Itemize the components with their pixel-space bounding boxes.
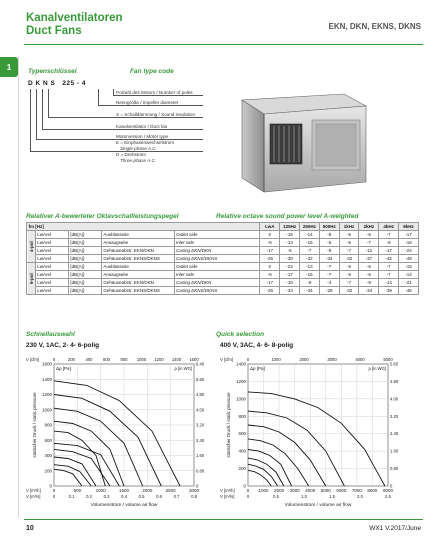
y-right-tick-label: 2.40 <box>390 431 399 437</box>
value-cell: -9 <box>359 279 379 287</box>
table-row <box>27 287 419 295</box>
y-tick-label: 200 <box>238 466 246 472</box>
x-tick-label: 1500 <box>118 488 130 493</box>
x-tick-label: 8000 <box>367 488 378 493</box>
value-cell: -17 <box>260 279 280 287</box>
value-cell: -5 <box>339 231 359 239</box>
value-cell: -17 <box>379 247 399 255</box>
y-right-tick-label: 2.40 <box>196 437 205 443</box>
x-top-tick-label: 0 <box>246 357 250 362</box>
x-tick-label: 6000 <box>336 488 347 493</box>
pole-group-label: 6-pol <box>27 263 36 295</box>
value-cell: -6 <box>339 271 359 279</box>
column-header: 125Hz <box>280 223 300 231</box>
value-cell: -7 <box>379 231 399 239</box>
page-title-block <box>26 12 123 38</box>
y-right-tick-label: 0 <box>390 483 393 489</box>
x-alt-tick-label: 0.3 <box>103 494 110 499</box>
y-axis-label: statischer Druck / static pressure <box>32 392 37 458</box>
x-alt-tick-label: 0 <box>246 494 250 499</box>
x-tick-label: 7000 <box>351 488 362 493</box>
sound-heading-en: Relative octave sound power level A-weighted <box>216 213 359 220</box>
unit-cell: [dB(A)] <box>68 279 101 287</box>
description-de: Ansaugseite <box>101 271 174 279</box>
typekey-heading-de: Typenschlüssel <box>28 68 77 75</box>
x-unit: V [m³/h] <box>26 488 41 493</box>
x-tick-label: 5000 <box>320 488 331 493</box>
y-right-tick-label: 1.60 <box>196 453 205 458</box>
column-header: 1kHz <box>339 223 359 231</box>
x-alt-tick-label: 0.7 <box>173 494 180 499</box>
table-row <box>27 231 419 239</box>
lead-line <box>36 89 37 139</box>
value-cell: -30 <box>280 255 300 263</box>
value-cell: -34 <box>319 255 339 263</box>
x-tick-label: 4000 <box>305 488 316 493</box>
y-tick-label: 0 <box>49 483 52 489</box>
value-cell: -6 <box>359 271 379 279</box>
sound-heading-de: Relativer A-bewerteter Oktavschallleistungspegel <box>26 213 179 220</box>
type-code: D K N S 225 - 4 <box>28 80 86 87</box>
fan-curve-chart-1phase <box>24 344 220 512</box>
y-tick-label: 1400 <box>235 361 246 367</box>
value-cell: -32 <box>300 255 320 263</box>
description-en: Inlet side <box>174 239 260 247</box>
quick-heading-de: Schnellauswahl <box>26 331 75 338</box>
x-tick-label: 0 <box>246 488 250 493</box>
x-alt-unit: V [m³/s] <box>220 494 235 499</box>
y-right-tick-label: 5.60 <box>196 376 205 382</box>
x-alt-tick-label: 1.0 <box>301 494 307 499</box>
table-row <box>27 271 419 279</box>
typekey-entry: D = Drehstrom <box>116 152 146 157</box>
y-right-tick-label: 4.00 <box>196 407 205 413</box>
table-row <box>27 247 419 255</box>
x-alt-tick-label: 0.8 <box>191 494 197 499</box>
value-cell: -37 <box>359 255 379 263</box>
value-cell: -7 <box>300 247 320 255</box>
value-cell: -4 <box>319 279 339 287</box>
lead-line <box>30 89 31 151</box>
freq-label: fm [Hz] <box>27 223 260 231</box>
value-cell: -22 <box>280 263 300 271</box>
x-axis-label: Volumenstrom / volume air flow <box>90 503 158 508</box>
x-tick-label: 9000 <box>382 488 394 493</box>
x-top-tick-label: 0 <box>52 357 56 362</box>
lw-symbol: LwArel <box>35 239 68 247</box>
y-right-tick-label: 1.60 <box>390 448 399 454</box>
x-top-unit: V [cfm] <box>220 357 234 362</box>
value-cell: -13 <box>300 263 320 271</box>
y-right-tick-label: 0.80 <box>390 466 399 472</box>
x-alt-unit: V [m³/s] <box>26 494 41 499</box>
value-cell: -29 <box>319 287 339 295</box>
y-right-tick-label: 4.80 <box>196 392 205 397</box>
description-en: Inlet side <box>174 271 260 279</box>
description-en: Casing EKN/DKN <box>174 279 260 287</box>
description-en: Casing EKN/DKN <box>174 247 260 255</box>
unit-cell: [dB(A)] <box>68 247 101 255</box>
value-cell: -26 <box>260 255 280 263</box>
sound-power-table <box>26 222 419 295</box>
typekey-heading-en: Fan type code <box>130 68 174 75</box>
x-top-tick-label: 4000 <box>355 357 365 362</box>
description-en: Casing EKNS/DKNS <box>174 255 260 263</box>
lw-symbol: LwArel <box>35 271 68 279</box>
header-rule <box>24 44 423 45</box>
x-alt-tick-label: 0.1 <box>68 494 75 499</box>
page-number: 10 <box>26 525 34 532</box>
table-row <box>27 255 419 263</box>
value-cell: -5 <box>339 239 359 247</box>
x-tick-label: 1000 <box>258 488 269 493</box>
x-tick-label: 3000 <box>289 488 300 493</box>
value-cell: -7 <box>379 263 399 271</box>
value-cell: -24 <box>399 247 419 255</box>
y-tick-label: 800 <box>238 413 246 419</box>
column-header: LwA <box>260 223 280 231</box>
value-cell: -14 <box>399 271 419 279</box>
y-right-tick-label: 4.80 <box>390 378 399 384</box>
typekey-entry: S = Schalldämmung / Sound insulation <box>116 112 196 117</box>
value-cell: -15 <box>300 239 320 247</box>
typekey-entry: Single-phase A.C. <box>120 146 157 151</box>
value-cell: -17 <box>280 271 300 279</box>
column-header: 500Hz <box>319 223 339 231</box>
y-tick-label: 400 <box>44 453 52 458</box>
value-cell: -39 <box>379 287 399 295</box>
unit-cell: [dB(A)] <box>68 263 101 271</box>
lw-symbol: LwArel <box>35 255 68 263</box>
typekey-entry: Nenngröße / Impeller diameter <box>116 100 179 105</box>
value-cell: -25 <box>260 287 280 295</box>
typekey-entry: Kanalventilator / Duct fan <box>116 124 168 129</box>
y-right-tick-label: 5.60 <box>390 361 399 367</box>
value-cell: -34 <box>300 287 320 295</box>
x-tick-label: 2500 <box>165 488 176 493</box>
lead-line <box>98 89 99 105</box>
x-alt-tick-label: 0.4 <box>121 494 127 499</box>
value-cell: -6 <box>319 239 339 247</box>
value-cell: -32 <box>339 287 359 295</box>
value-cell: -46 <box>399 287 419 295</box>
x-tick-label: 3000 <box>188 488 200 493</box>
x-alt-tick-label: 2.5 <box>385 494 391 499</box>
lead-line <box>48 89 49 117</box>
x-tick-label: 0 <box>52 488 56 493</box>
chart-title-2: 400 V, 3AC, 4- 6- 8-polig <box>220 342 294 349</box>
value-cell: -6 <box>359 231 379 239</box>
typekey-entry: E = Einphasenwechselstrom <box>116 140 175 145</box>
table-row <box>27 279 419 287</box>
y-right-tick-label: 0 <box>196 483 199 489</box>
x-top-tick-label: 1200 <box>154 357 164 362</box>
y-tick-label: 1200 <box>41 392 52 397</box>
unit-cell: [dB(A)] <box>68 271 101 279</box>
pole-group-label: 4-pol <box>27 231 36 263</box>
lw-symbol: LwArel <box>35 231 68 239</box>
page-title: Kanalventilatoren <box>26 12 123 24</box>
x-tick-label: 2000 <box>142 488 153 493</box>
value-cell: -13 <box>280 239 300 247</box>
y-right-tick-label: 0.80 <box>196 468 205 474</box>
value-cell: -6 <box>260 271 280 279</box>
y-tick-label: 0 <box>243 483 246 489</box>
value-cell: -7 <box>359 239 379 247</box>
x-tick-label: 2000 <box>274 488 285 493</box>
x-alt-tick-label: 0 <box>52 494 56 499</box>
typekey-entry: Motorversion / Motor type <box>116 134 169 139</box>
value-cell: -14 <box>300 231 320 239</box>
x-alt-tick-label: 2.0 <box>357 494 363 499</box>
unit-cell: [dB(A)] <box>68 255 101 263</box>
typekey-entry: Polzahl des Motors / Number of poles <box>116 90 193 95</box>
value-cell: -17 <box>260 247 280 255</box>
type-key-diagram <box>28 80 218 200</box>
y-axis-label: statischer Druck / static pressure <box>226 392 231 458</box>
x-top-tick-label: 1000 <box>271 357 281 362</box>
lw-symbol: LwArel <box>35 263 68 271</box>
y-tick-label: 1000 <box>41 407 52 413</box>
value-cell: -34 <box>359 287 379 295</box>
value-cell: -16 <box>399 239 419 247</box>
description-en: Outlet side <box>174 263 260 271</box>
y-tick-label: 200 <box>44 468 52 474</box>
x-axis-label: Volumenstrom / volume air flow <box>284 503 352 508</box>
value-cell: 0 <box>260 231 280 239</box>
x-top-tick-label: 1400 <box>171 357 182 362</box>
y-unit: Δp [Pa] <box>250 366 265 371</box>
chart-title-1: 230 V, 1AC, 2- 4- 6-polig <box>26 342 100 349</box>
y-tick-label: 1600 <box>41 361 52 367</box>
x-unit: V [m³/h] <box>220 488 235 493</box>
value-cell: -9 <box>300 279 320 287</box>
lead-line <box>42 89 43 129</box>
x-alt-tick-label: 0.2 <box>86 494 92 499</box>
side-rule <box>18 57 19 517</box>
x-top-tick-label: 3000 <box>327 357 337 362</box>
description-de: Gehäuseabstr. EKN/DKN <box>101 279 174 287</box>
x-tick-label: 500 <box>73 488 82 493</box>
x-alt-tick-label: 0.5 <box>138 494 145 499</box>
value-cell: -14 <box>379 279 399 287</box>
description-en: Outlet side <box>174 231 260 239</box>
value-cell: -21 <box>399 279 419 287</box>
table-row <box>27 263 419 271</box>
fan-curve-chart-3phase <box>218 344 414 512</box>
value-cell: -6 <box>339 263 359 271</box>
lw-symbol: LwArel <box>35 247 68 255</box>
x-top-tick-label: 200 <box>68 357 75 362</box>
value-cell: -7 <box>339 247 359 255</box>
value-cell: -7 <box>319 271 339 279</box>
y-right-tick-label: 6.40 <box>196 361 205 367</box>
y-tick-label: 800 <box>44 422 52 428</box>
value-cell: -15 <box>300 271 320 279</box>
y-right-tick-label: 3.20 <box>390 413 399 419</box>
column-header: 8kHz <box>399 223 419 231</box>
table-row <box>27 239 419 247</box>
value-cell: -7 <box>319 263 339 271</box>
x-top-tick-label: 5000 <box>383 357 393 362</box>
value-cell: -34 <box>280 287 300 295</box>
value-cell: -8 <box>319 231 339 239</box>
value-cell: -15 <box>399 263 419 271</box>
footer-rule <box>24 519 423 520</box>
value-cell: -16 <box>280 231 300 239</box>
description-en: Casing EKNS/DKNS <box>174 287 260 295</box>
value-cell: -32 <box>339 255 359 263</box>
value-cell: -6 <box>359 263 379 271</box>
x-top-tick-label: 400 <box>85 357 93 362</box>
x-top-tick-label: 2000 <box>299 357 309 362</box>
value-cell: 0 <box>260 263 280 271</box>
y-tick-label: 600 <box>238 431 246 437</box>
y-tick-label: 1200 <box>235 378 246 384</box>
y-right-tick-label: 3.20 <box>196 422 205 428</box>
lw-symbol: LwArel <box>35 279 68 287</box>
x-alt-tick-label: 1.5 <box>329 494 335 499</box>
y-unit: Δp [Pa] <box>56 366 71 371</box>
value-cell: -49 <box>399 255 419 263</box>
x-alt-tick-label: 0.5 <box>273 494 279 499</box>
value-cell: -17 <box>399 231 419 239</box>
column-header: 4kHz <box>379 223 399 231</box>
typekey-entry: Three-phase A.C. <box>120 158 157 163</box>
unit-cell: [dB(A)] <box>68 239 101 247</box>
value-cell: -6 <box>260 239 280 247</box>
y-tick-label: 1000 <box>235 396 246 402</box>
value-cell: -9 <box>379 239 399 247</box>
x-top-tick-label: 800 <box>120 357 128 362</box>
description-de: Ausblasseite <box>101 263 174 271</box>
description-de: Gehäuseabstr. EKNS/DKNS <box>101 255 174 263</box>
y-right-unit: p [in.WG] <box>368 366 386 371</box>
duct-fan-product-image <box>224 88 374 198</box>
value-cell: -7 <box>379 271 399 279</box>
description-de: Ausblasseite <box>101 231 174 239</box>
table-header-row <box>27 223 419 231</box>
page-subtitle: Duct Fans <box>26 25 82 37</box>
x-tick-label: 1000 <box>95 488 106 493</box>
value-cell: -42 <box>379 255 399 263</box>
lw-symbol: LwArel <box>35 287 68 295</box>
unit-cell: [dB(A)] <box>68 231 101 239</box>
quick-heading-en: Quick selection <box>216 331 265 338</box>
version-label: WX1 V.2017/June <box>369 525 421 532</box>
description-de: Gehäuseabstr. EKN/DKN <box>101 247 174 255</box>
x-top-tick-label: 1600 <box>189 357 199 362</box>
value-cell: -5 <box>280 247 300 255</box>
x-alt-tick-label: 0.6 <box>156 494 162 499</box>
value-cell: -10 <box>280 279 300 287</box>
column-header: 2kHz <box>359 223 379 231</box>
y-tick-label: 1400 <box>41 376 52 382</box>
unit-cell: [dB(A)] <box>68 287 101 295</box>
description-de: Gehäuseabstr. EKNS/DKNS <box>101 287 174 295</box>
value-cell: -9 <box>319 247 339 255</box>
column-header: 250Hz <box>300 223 320 231</box>
plot-area <box>248 364 388 486</box>
value-cell: -12 <box>359 247 379 255</box>
y-tick-label: 600 <box>44 437 52 443</box>
model-list: EKN, DKN, EKNS, DKNS <box>328 22 421 31</box>
x-top-unit: V [cfm] <box>26 357 40 362</box>
section-tab: 1 <box>0 57 18 77</box>
description-de: Ansaugseite <box>101 239 174 247</box>
y-right-unit: p [in.WG] <box>174 366 192 371</box>
value-cell: -7 <box>339 279 359 287</box>
y-right-tick-label: 4.00 <box>390 396 399 402</box>
y-tick-label: 400 <box>238 448 246 454</box>
x-top-tick-label: 1000 <box>136 357 147 362</box>
x-top-tick-label: 600 <box>103 357 110 362</box>
